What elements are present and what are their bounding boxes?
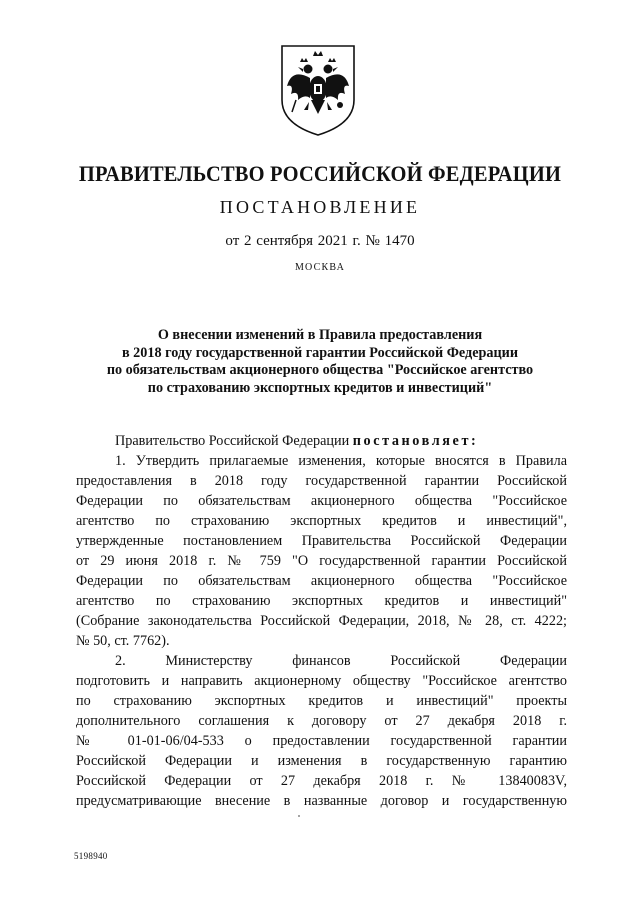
paragraph-1-line: агентство по страхованию экспортных кредитов и инвестиций", (76, 513, 567, 529)
paragraph-2-line: дополнительного соглашения к договору от 27 декабря 2018 г. (76, 713, 567, 729)
government-title: ПРАВИТЕЛЬСТВО РОССИЙСКОЙ ФЕДЕРАЦИИ (78, 161, 562, 186)
heading-line: О внесении изменений в Правила предоставления (157, 327, 483, 343)
paragraph-1-line: 1. Утвердить прилагаемые изменения, которые вносятся в Правила (115, 453, 567, 469)
preamble-decree-word: постановляет: (352, 433, 479, 449)
coat-of-arms-emblem (278, 42, 358, 138)
document-body (76, 431, 567, 811)
heading-line: в 2018 году государственной гарантии Российской Федерации (121, 344, 519, 361)
paragraph-2-line: 2. Министерству финансов Российской Федерации (115, 653, 567, 669)
paragraph-1-line: Федерации по обязательствам акционерного общества "Российское (76, 493, 567, 509)
paragraph-2-line: по страхованию экспортных кредитов и инвестиций" проекты (76, 693, 567, 709)
paragraph-1-line: № 50, ст. 7762). (76, 633, 170, 649)
document-heading (70, 327, 570, 397)
scan-speck (298, 815, 300, 817)
document-code: 5198940 (74, 851, 108, 861)
paragraph-2-line: Российской Федерации и изменения в государственную гарантию (76, 753, 567, 769)
paragraph-2-line: предусматривающие внесение в названные договор и государственную (76, 793, 567, 809)
document-date-number: от 2 сентября 2021 г. № 1470 (225, 233, 415, 249)
paragraph-2-line: № 01-01-06/04-533 о предоставлении государственной гарантии (76, 733, 567, 749)
preamble-text: Правительство Российской Федерации (115, 433, 350, 449)
paragraph-1-line: от 29 июня 2018 г. № 759 "О государственной гарантии Российской (76, 553, 567, 569)
paragraph-2-line: подготовить и направить акционерному обществу "Российское агентство (76, 673, 567, 689)
paragraph-1-line: утвержденные постановлением Правительства Российской Федерации (76, 533, 567, 549)
issuing-city: МОСКВА (294, 262, 346, 273)
heading-line: по страхованию экспортных кредитов и инвестиций" (147, 379, 493, 396)
paragraph-1-line: предоставления в 2018 году государственной гарантии Российской (76, 473, 567, 489)
document-type: ПОСТАНОВЛЕНИЕ (219, 197, 421, 217)
paragraph-1-line: (Собрание законодательства Российской Федерации, 2018, № 28, ст. 4222; (76, 613, 567, 629)
heading-line: по обязательствам акционерного общества "Российское агентство (106, 362, 534, 378)
paragraph-2-line: Российской Федерации от 27 декабря 2018 г. № 13840083V, (76, 773, 567, 789)
preamble-line (76, 431, 567, 451)
paragraph-1-line: агентство по страхованию экспортных кредитов и инвестиций" (76, 593, 567, 609)
paragraph-1-line: Федерации по обязательствам акционерного общества "Российское (76, 573, 567, 589)
